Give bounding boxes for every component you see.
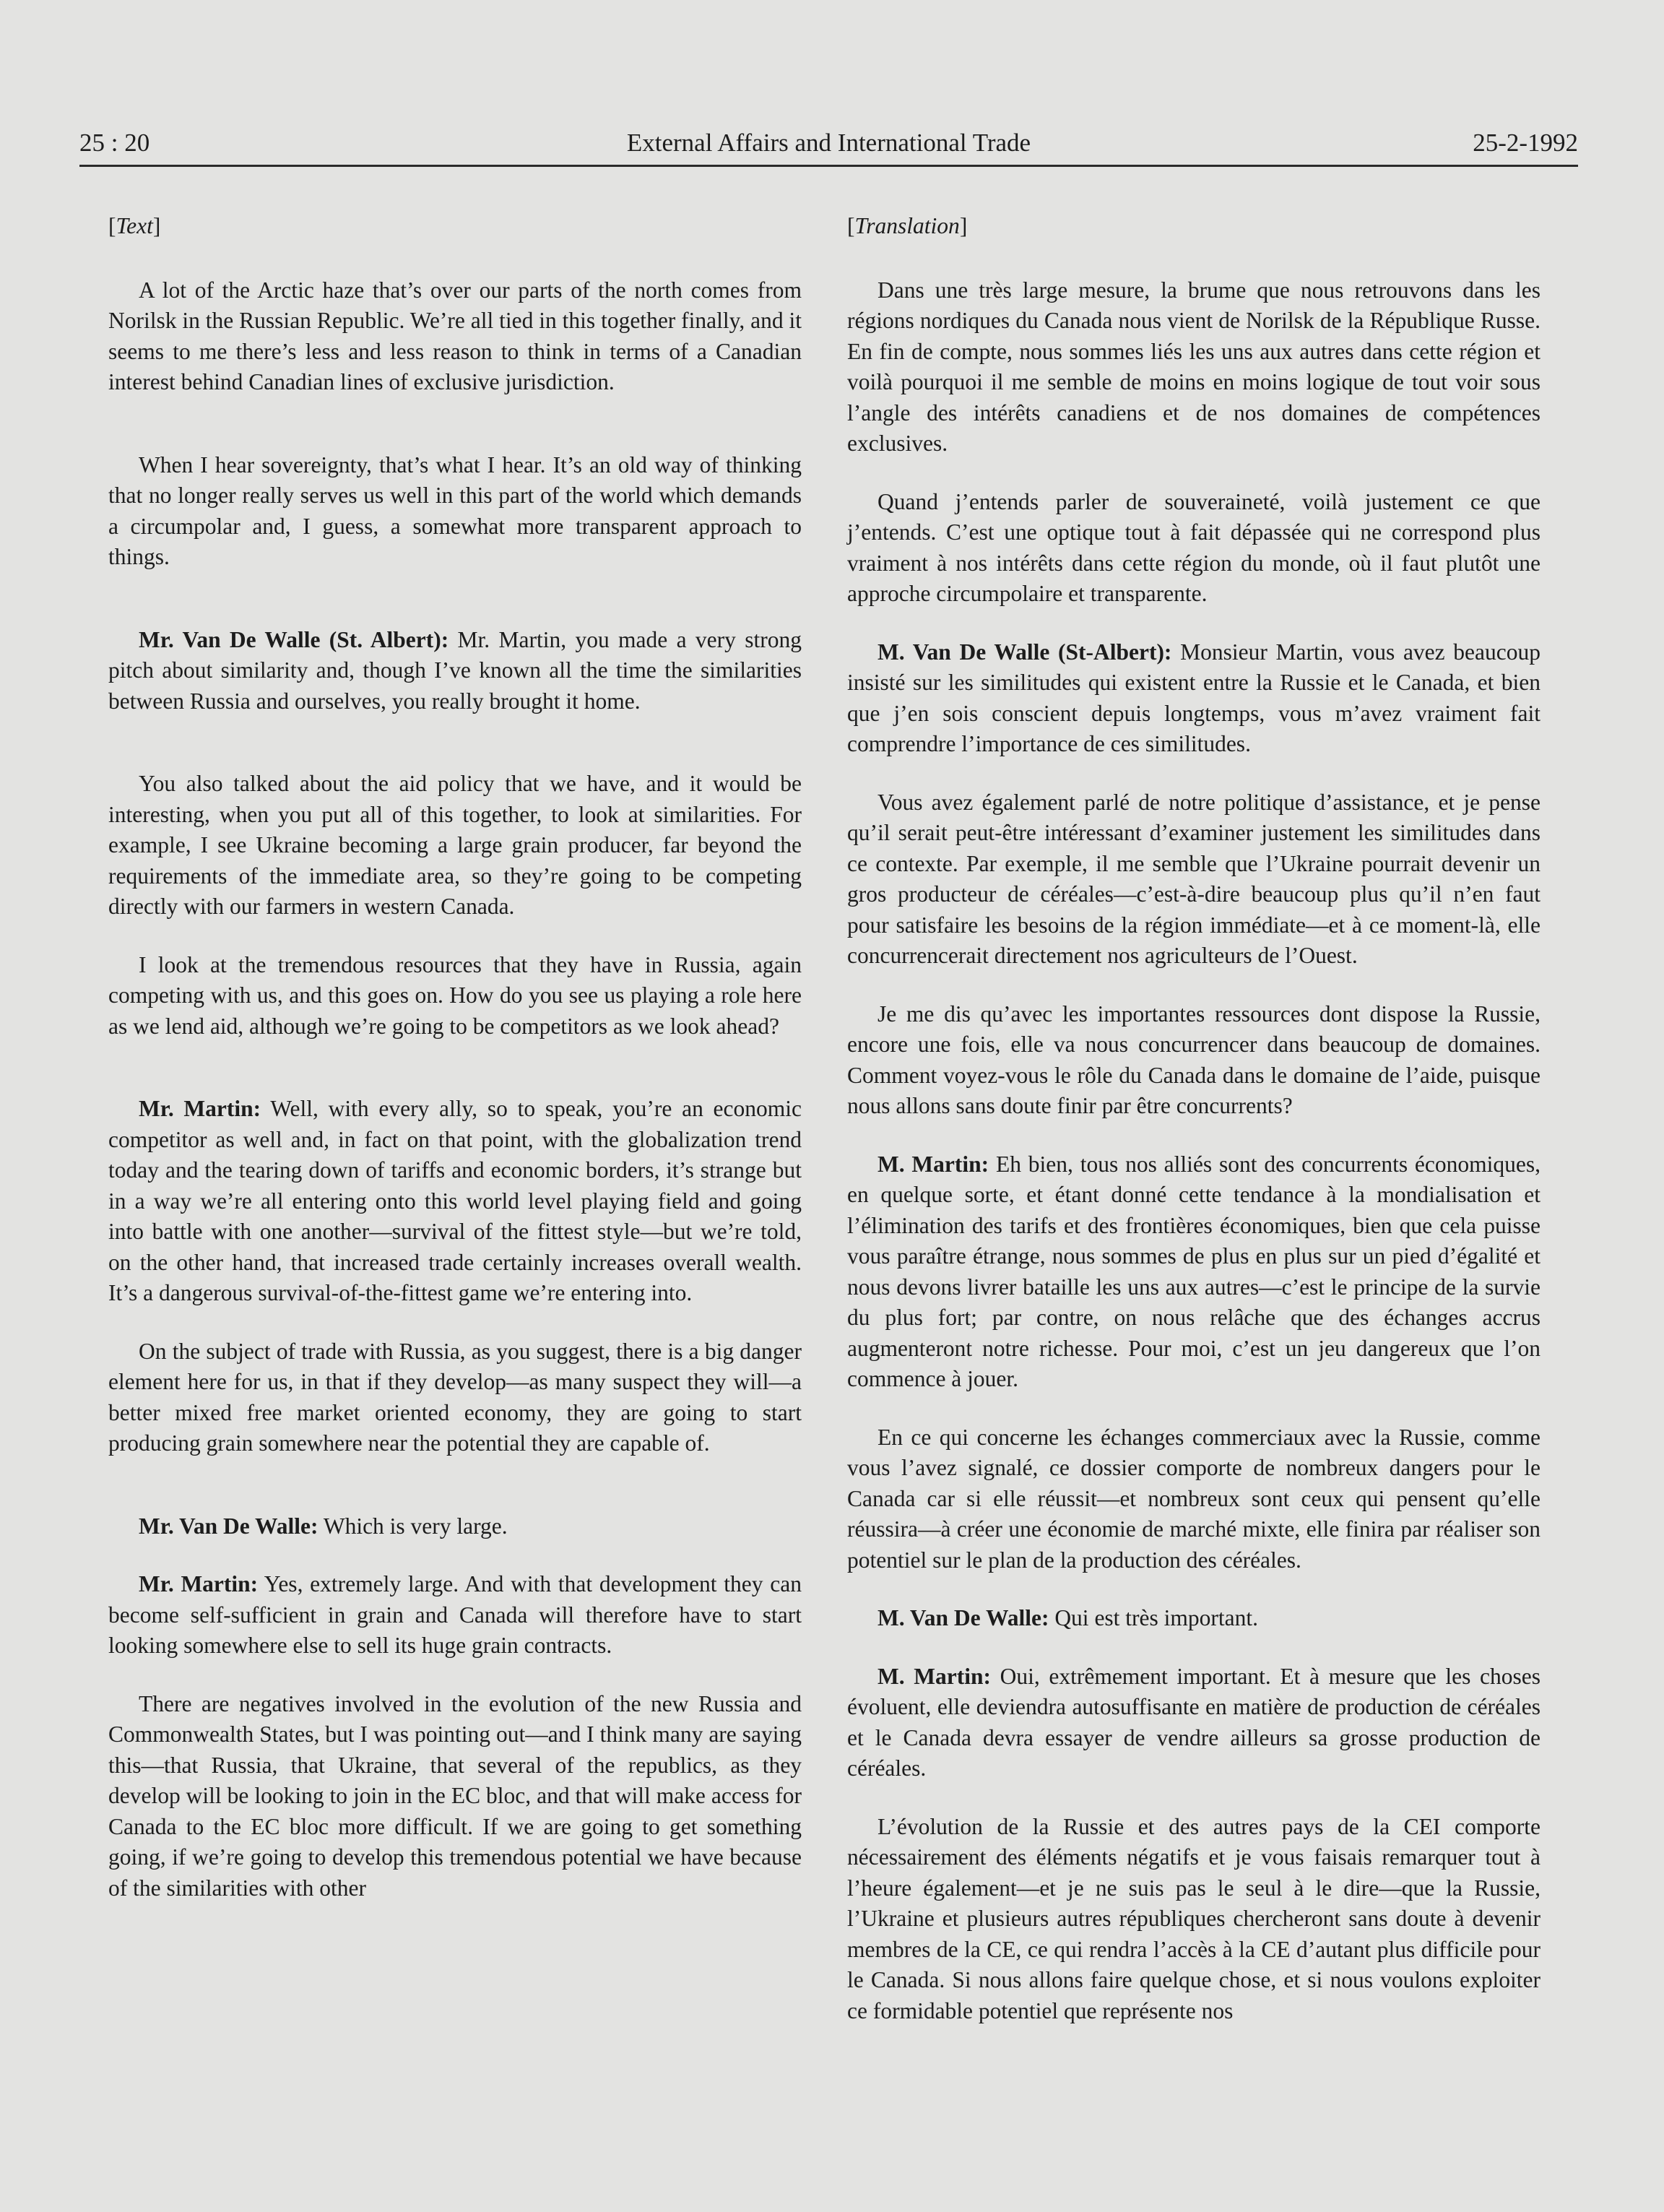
running-header xyxy=(79,127,1578,167)
paragraph-text: Which is very large. xyxy=(318,1513,508,1539)
speaker-name: M. Martin: xyxy=(878,1151,989,1177)
paragraph-text: I look at the tremendous resources that they have in Russia, again competing with us, and this goes on. How do you see us playing a role here as we lend aid, although we’re going to be competitors as we look ahead? xyxy=(108,951,802,1039)
page-number: 25 : 20 xyxy=(79,129,150,157)
translation-label: [Translation] xyxy=(847,213,968,238)
paragraph xyxy=(108,1689,802,1904)
speaker-name: Mr. Martin: xyxy=(139,1096,261,1121)
paragraph xyxy=(847,1149,1540,1395)
paragraph-text: You also talked about the aid policy that we have, and it would be interesting, when you put all of this together, to look at similarities. For example, I see Ukraine becoming a large grain producer, far beyond the requirements of the immediate area, so they’re going to be competing directly with our farmers in western Canada. xyxy=(108,771,802,919)
paragraph-text: Qui est très important. xyxy=(1049,1605,1259,1630)
paragraph-text: Vous avez également parlé de notre politique d’assistance, et je pense qu’il serait peut-être intéressant d’examiner justement les similitudes dans ce contexte. Par exemple, il me semble que l’Ukraine pourrait devenir un gros producteur de céréales—c’est-à-dire beaucoup plus qu’il n’en faut pour satisfaire les besoins de la région immédiate—et à ce moment-là, elle concurrencerait directement nos agriculteurs de l’Ouest. xyxy=(847,789,1540,968)
speaker-name: Mr. Martin: xyxy=(139,1571,259,1597)
speaker-name: Mr. Van De Walle: xyxy=(139,1513,318,1539)
paragraph-text: Mr. Martin, you made a very strong pitch about similarity and, though I’ve known all the time the similarities between Russia and ourselves, you really brought it home. xyxy=(108,626,802,714)
committee-title: External Affairs and International Trade xyxy=(626,129,1031,157)
paragraph-text: L’évolution de la Russie et des autres pays de la CEI comporte nécessairement des éléments négatifs et je vous faisais remarquer tout à l’heure également—et je ne suis pas le seul à le dire—que la Russie, l’Ukraine et plusieurs autres républiques chercheront sans doute à devenir membres de la CE, ce qui rendra l’accès à la CE d’autant plus difficile pour le Canada. Si nous allons faire quelque chose, et si nous voulons exploiter ce formidable potentiel que représente nos xyxy=(847,1813,1540,2023)
sitting-date: 25-2-1992 xyxy=(1473,129,1578,157)
paragraph xyxy=(108,1511,802,1542)
text-label: [Text] xyxy=(108,213,161,238)
paragraph xyxy=(108,1094,802,1309)
paragraph-text: Yes, extremely large. And with that development they can become self-sufficient in grain and Canada will therefore have to start looking somewhere else to sell its huge grain contracts. xyxy=(108,1571,802,1658)
english-column xyxy=(108,211,802,1931)
speaker-name: M. Van De Walle: xyxy=(878,1605,1049,1630)
paragraph-text: When I hear sovereignty, that’s what I hear. It’s an old way of thinking that no longer really serves us well in this part of the world which demands a circumpolar and, I guess, a somewhat more transparent approach to things. xyxy=(108,452,802,569)
text-label-word: Text xyxy=(116,213,153,238)
french-column xyxy=(847,211,1540,2054)
speaker-name: Mr. Van De Walle (St. Albert): xyxy=(139,626,449,652)
paragraph-text: Oui, extrêmement important. Et à mesure que les choses évoluent, elle deviendra autosuffisante en matière de production de céréales et le Canada devra essayer de vendre ailleurs sa grosse production de céréales. xyxy=(847,1663,1540,1781)
speaker-name: M. Van De Walle (St-Albert): xyxy=(878,639,1172,665)
paragraph xyxy=(847,637,1540,760)
paragraph xyxy=(847,487,1540,610)
speaker-name: M. Martin: xyxy=(878,1663,991,1689)
paragraph xyxy=(108,275,802,398)
paragraph-text: There are negatives involved in the evolution of the new Russia and Commonwealth States, but I was pointing out—and I think many are saying this—that Russia, that Ukraine, that several of the republics, as they develop will be looking to join in the EC bloc, and that will make access for Canada to the EC bloc more difficult. If we are going to get something going, if we’re going to develop this tremendous potential we have because of the similarities with other xyxy=(108,1690,802,1901)
paragraph xyxy=(108,450,802,573)
paragraph-text: Monsieur Martin, vous avez beaucoup insisté sur les similitudes qui existent entre la Russie et le Canada, et bien que j’en sois conscient depuis longtemps, vous m’avez vraiment fait comprendre l’importance de ces similitudes. xyxy=(847,639,1540,756)
paragraph xyxy=(847,1662,1540,1784)
paragraph xyxy=(847,1422,1540,1576)
paragraph xyxy=(108,1336,802,1459)
paragraph-text: On the subject of trade with Russia, as you suggest, there is a big danger element here for us, in that if they develop—as many suspect they will—a better mixed free market oriented economy, they are going to start producing grain somewhere near the potential they are capable of. xyxy=(108,1338,802,1456)
paragraph xyxy=(847,787,1540,972)
paragraph xyxy=(108,1569,802,1662)
paragraph-text: Eh bien, tous nos alliés sont des concurrents économiques, en quelque sorte, et étant donné cette tendance à la mondialisation et l’élimination des tarifs et des frontières économiques, bien que cela puisse vous paraître étrange, nous sommes de plus en plus sur un pied d’égalité et nous devons livrer bataille les uns aux autres—c’est le principe de la survie du plus fort; par contre, on nous relâche que des échanges accrus augmenteront notre richesse. Pour moi, c’est un jeu dangereux que l’on commence à jouer. xyxy=(847,1151,1540,1391)
paragraph-text: Quand j’entends parler de souveraineté, voilà justement ce que j’entends. C’est une optique tout à fait dépassée qui ne correspond plus vraiment à nos intérêts dans cette région du monde, où il faut plutôt une approche circumpolaire et transparente. xyxy=(847,488,1540,606)
paragraph-text: Dans une très large mesure, la brume que nous retrouvons dans les régions nordiques du Canada nous vient de Norilsk de la République Russe. En fin de compte, nous sommes liés les uns aux autres dans cette région et voilà pourquoi il me semble de moins en moins logique de tout voir sous l’angle des intérêts canadiens et de nos domaines de compétences exclusives. xyxy=(847,277,1540,456)
paragraph-text: Je me dis qu’avec les importantes ressources dont dispose la Russie, encore une fois, elle va nous concurrencer dans beaucoup de domaines. Comment voyez-vous le rôle du Canada dans le domaine de l’aide, puisque nous allons sans doute finir par être concurrents? xyxy=(847,1001,1540,1118)
paragraph xyxy=(847,999,1540,1122)
paragraph xyxy=(108,625,802,717)
paragraph xyxy=(847,1812,1540,2027)
paragraph xyxy=(847,1603,1540,1634)
paragraph xyxy=(108,950,802,1042)
translation-label-word: Translation xyxy=(854,213,960,238)
paragraph-text: A lot of the Arctic haze that’s over our parts of the north comes from Norilsk in the Russian Republic. We’re all tied in this together finally, and it seems to me there’s less and less reason to think in terms of a Canadian interest behind Canadian lines of exclusive jurisdiction. xyxy=(108,277,802,394)
paragraph-text: En ce qui concerne les échanges commerciaux avec la Russie, comme vous l’avez signalé, ce dossier comporte de nombreux dangers pour le Canada car si elle réussit—et nombreux sont ceux qui pensent qu’elle réussira—à créer une économie de marché mixte, elle finira par réaliser son potentiel sur le plan de la production des céréales. xyxy=(847,1424,1540,1573)
paragraph xyxy=(847,275,1540,459)
paragraph xyxy=(108,769,802,923)
paragraph-text: Well, with every ally, so to speak, you’re an economic competitor as well and, in fact on that point, with the globalization trend today and the tearing down of tariffs and economic borders, it’s strange but in a way we’re all entering onto this world level playing field and going into battle with one another—survival of the fittest style—but we’re told, on the other hand, that increased trade certainly increases overall wealth. It’s a dangerous survival-of-the-fittest game we’re entering into. xyxy=(108,1096,802,1305)
